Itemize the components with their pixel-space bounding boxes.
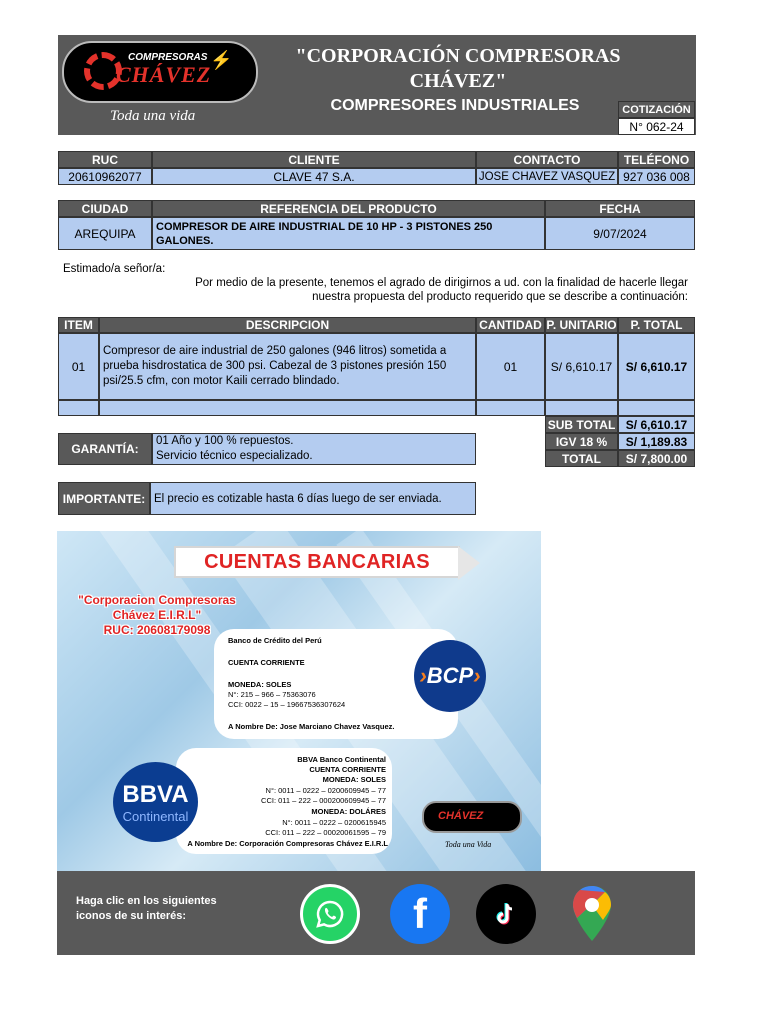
bank-ruc: RUC: 20608179098 — [103, 623, 211, 637]
bbva-number-dolares: N°: 0011 – 0222 – 0200615945 — [282, 818, 386, 827]
bcp-logo: › BCP › — [414, 640, 486, 712]
table-row-item: 01 — [58, 333, 99, 400]
table-row-cantidad: 01 — [476, 333, 545, 400]
table-empty-cell — [476, 400, 545, 416]
subtotal-value: S/ 6,610.17 — [618, 416, 695, 433]
bbva-cci-soles: CCI: 011 – 222 – 000200609945 – 77 — [261, 796, 386, 805]
table-empty-cell — [58, 400, 99, 416]
bbva-logo — [113, 762, 198, 842]
cuentas-bancarias-banner: CUENTAS BANCARIAS — [174, 546, 460, 578]
ruc-header: RUC — [58, 151, 152, 168]
importante-label: IMPORTANTE: — [58, 482, 150, 515]
referencia-value: COMPRESOR DE AIRE INDUSTRIAL DE 10 HP - 3 PISTONES 250 GALONES. — [152, 217, 545, 250]
bcp-name: Banco de Crédito del Perú — [228, 636, 322, 645]
bcp-type: CUENTA CORRIENTE — [228, 658, 305, 667]
bcp-logo-text: BCP — [426, 663, 474, 688]
contacto-value: JOSE CHAVEZ VASQUEZ — [476, 168, 618, 185]
bank-company-line-1: "Corporacion Compresoras — [78, 593, 236, 607]
google-maps-icon[interactable] — [562, 884, 622, 944]
bcp-account-number: N°: 215 – 966 – 75363076 — [228, 690, 316, 699]
contacto-header: CONTACTO — [476, 151, 618, 168]
cotizacion-label: COTIZACIÓN — [618, 101, 695, 118]
bbva-cci-dolares: CCI: 011 – 222 – 00020061595 – 79 — [265, 828, 386, 837]
cantidad-header: CANTIDAD — [476, 317, 545, 333]
total-value: S/ 7,800.00 — [618, 450, 695, 467]
bbva-currency-dolares: MONEDA: DOLÁRES — [311, 807, 386, 816]
table-row-unitario: S/ 6,610.17 — [545, 333, 618, 400]
bbva-holder: A Nombre De: Corporación Compresoras Chávez E.I.R.L — [187, 839, 388, 848]
ciudad-value: AREQUIPA — [58, 217, 152, 250]
cliente-value: CLAVE 47 S.A. — [152, 168, 476, 185]
arrow-icon — [458, 546, 480, 580]
ruc-value: 20610962077 — [58, 168, 152, 185]
slogan: Toda una vida — [110, 108, 196, 124]
subtotal-label: SUB TOTAL — [545, 416, 618, 433]
bbva-type: CUENTA CORRIENTE — [309, 765, 386, 774]
fecha-header: FECHA — [545, 200, 695, 217]
importante-value: El precio es cotizable hasta 6 días luego de ser enviada. — [150, 482, 476, 515]
logo-main-text: CHÁVEZ — [116, 62, 212, 87]
fecha-value: 9/07/2024 — [545, 217, 695, 250]
footer-text-line-1: Haga clic en los siguientes — [76, 895, 217, 907]
telefono-header: TELÉFONO — [618, 151, 695, 168]
tiktok-icon[interactable] — [476, 884, 536, 944]
item-header: ITEM — [58, 317, 99, 333]
bbva-name: BBVA Banco Continental — [297, 755, 386, 764]
bcp-holder: A Nombre De: Jose Marciano Chavez Vasquez. — [228, 722, 395, 731]
garantia-label: GARANTÍA: — [58, 433, 152, 465]
company-name: "CORPORACIÓN COMPRESORAS CHÁVEZ" — [295, 45, 621, 92]
greeting: Estimado/a señor/a: — [63, 263, 166, 275]
company-logo-small-text: CHÁVEZ — [438, 810, 484, 822]
unitario-header: P. UNITARIO — [546, 318, 617, 332]
bank-company-line-2: Chávez E.I.R.L" — [112, 608, 202, 622]
facebook-icon[interactable]: f — [390, 884, 450, 944]
table-row-descripcion: Compresor de aire industrial de 250 galones (946 litros) sometida a prueba hisdrostatica de 300 psi. Cabezal de 3 pistones presión 150 psi/25.5 cfm, con motor Kaili cerrado blindado. — [99, 333, 476, 400]
descripcion-header: DESCRIPCION — [99, 317, 476, 333]
bbva-currency-soles: MONEDA: SOLES — [322, 775, 386, 784]
igv-value: S/ 1,189.83 — [618, 433, 695, 450]
bcp-cci: CCI: 0022 – 15 – 19667536307624 — [228, 700, 346, 709]
telefono-value: 927 036 008 — [618, 168, 695, 185]
logo-top-text: COMPRESORAS — [128, 52, 208, 63]
cliente-header: CLIENTE — [152, 151, 476, 168]
bbva-number-soles: N°: 0011 – 0222 – 0200609945 – 77 — [265, 786, 386, 795]
garantia-value — [152, 433, 476, 465]
table-empty-cell — [618, 400, 695, 416]
intro-line-2: nuestra propuesta del producto requerido que se describe a continuación: — [312, 291, 688, 303]
garantia-line-2: Servicio técnico especializado. — [156, 450, 313, 462]
table-empty-cell — [99, 400, 476, 416]
intro-line-1: Por medio de la presente, tenemos el agrado de dirigirnos a ud. con la finalidad de hacerle llegar — [195, 277, 688, 289]
lightning-icon: ⚡ — [210, 50, 233, 70]
ciudad-header: CIUDAD — [58, 200, 152, 217]
footer-text — [76, 894, 266, 924]
cotizacion-number: N° 062-24 — [618, 118, 695, 135]
company-subtitle: COMPRESORES INDUSTRIALES — [330, 97, 580, 114]
igv-label: IGV 18 % — [545, 433, 618, 450]
total-header: P. TOTAL — [618, 317, 695, 333]
bbva-logo-main: BBVA — [122, 780, 189, 808]
table-row-total: S/ 6,610.17 — [618, 333, 695, 400]
bbva-logo-sub: Continental — [122, 808, 189, 824]
bcp-currency: MONEDA: SOLES — [228, 680, 292, 689]
garantia-line-1: 01 Año y 100 % repuestos. — [156, 435, 294, 447]
referencia-header: REFERENCIA DEL PRODUCTO — [152, 200, 545, 217]
company-logo-small-slogan: Toda una Vida — [445, 840, 492, 849]
total-label: TOTAL — [545, 450, 618, 467]
table-empty-cell — [545, 400, 618, 416]
footer-text-line-2: iconos de su interés: — [76, 910, 187, 922]
whatsapp-icon[interactable] — [300, 884, 360, 944]
